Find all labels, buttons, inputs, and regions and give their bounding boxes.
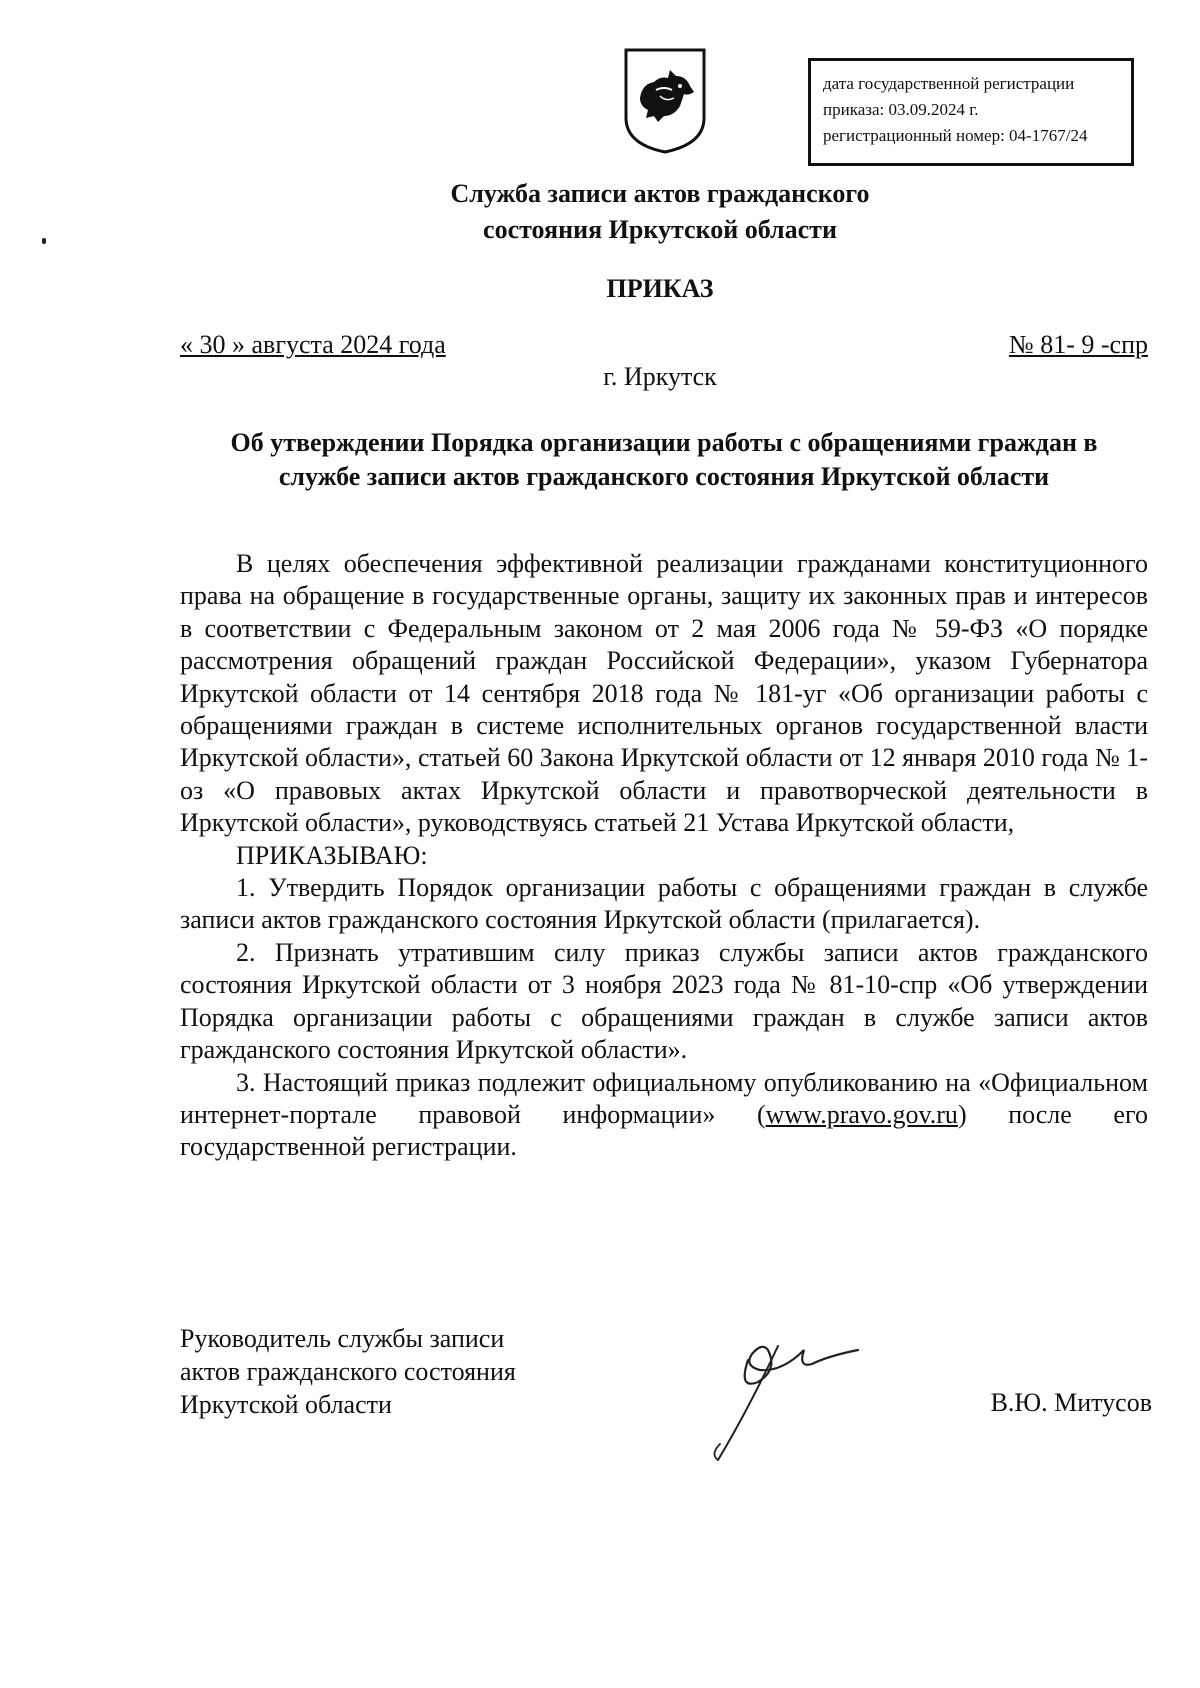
signatory-position-line1: Руководитель службы записи (180, 1324, 505, 1353)
coat-of-arms-icon (620, 46, 710, 156)
signatory-position-line2: актов гражданского состояния (180, 1357, 516, 1386)
order-item-3 (180, 1067, 1148, 1164)
signatory-position-line3: Иркутской области (180, 1390, 392, 1419)
organization-name-line2: состояния Иркутской области (483, 215, 837, 244)
order-directive: ПРИКАЗЫВАЮ: (236, 840, 428, 870)
order-item-3-start: 3. Настоящий приказ подлежит официальному опубликованию на «Официальном интернет-портале правовой информации» ( (180, 1067, 1148, 1129)
registration-date-value: приказа: 03.09.2024 г. (823, 100, 979, 119)
order-subject (180, 426, 1148, 494)
order-city: г. Иркутск (603, 362, 717, 391)
registration-date-label: дата государственной регистрации (823, 74, 1075, 93)
order-date: « 30 » августа 2024 года (180, 330, 446, 359)
order-item-2: 2. Признать утратившим силу приказ службы записи актов гражданского состояния Иркутской области от 3 ноября 2023 года № 81-10-спр «Об утверждении Порядка организации работы с обращениями граждан в службе записи актов гражданского состояния Иркутской области». (180, 937, 1148, 1065)
signatory-name: В.Ю. Митусов (990, 1388, 1152, 1417)
organization-name (60, 176, 1200, 248)
handwritten-signature-icon (708, 1320, 868, 1470)
preamble-paragraph: В целях обеспечения эффективной реализации гражданами конституционного права на обращение в государственные органы, защиту их законных прав и интересов в соответствии с Федеральным законом от 2 мая 2006 года № 59-ФЗ «О порядке рассмотрения обращений граждан Российской Федерации», указом Губернатора Иркутской области от 14 сентября 2018 года № 181-уг «Об организации работы с обращениями граждан в системе исполнительных органов государственной власти Иркутской области», статьей 60 Закона Иркутской области от 12 января 2010 года № 1-оз «О правовых актах Иркутской области и правотворческой деятельности в Иркутской области», руководствуясь статьей 21 Устава Иркутской области, (180, 549, 1148, 838)
order-item-3-end: ) после его государственной регистрации. (180, 1099, 1148, 1162)
order-subject-line2: службе записи актов гражданского состояния Иркутской области (278, 462, 1050, 491)
order-number: № 81- 9 -спр (1008, 330, 1148, 359)
scan-artifact (42, 238, 46, 244)
signatory-position (180, 1322, 580, 1421)
registration-stamp (808, 58, 1134, 166)
organization-name-line1: Служба записи актов гражданского (450, 179, 870, 208)
order-subject-line1: Об утверждении Порядка организации работы с обращениями граждан в (230, 428, 1098, 457)
order-body (180, 548, 1148, 1164)
pravo-portal-link[interactable]: www.pravo.gov.ru (765, 1099, 958, 1129)
order-item-1: 1. Утвердить Порядок организации работы с обращениями граждан в службе записи актов гражданского состояния Иркутской области (прилагается). (180, 873, 1148, 935)
document-type: ПРИКАЗ (606, 274, 714, 303)
registration-number: регистрационный номер: 04-1767/24 (823, 126, 1088, 145)
